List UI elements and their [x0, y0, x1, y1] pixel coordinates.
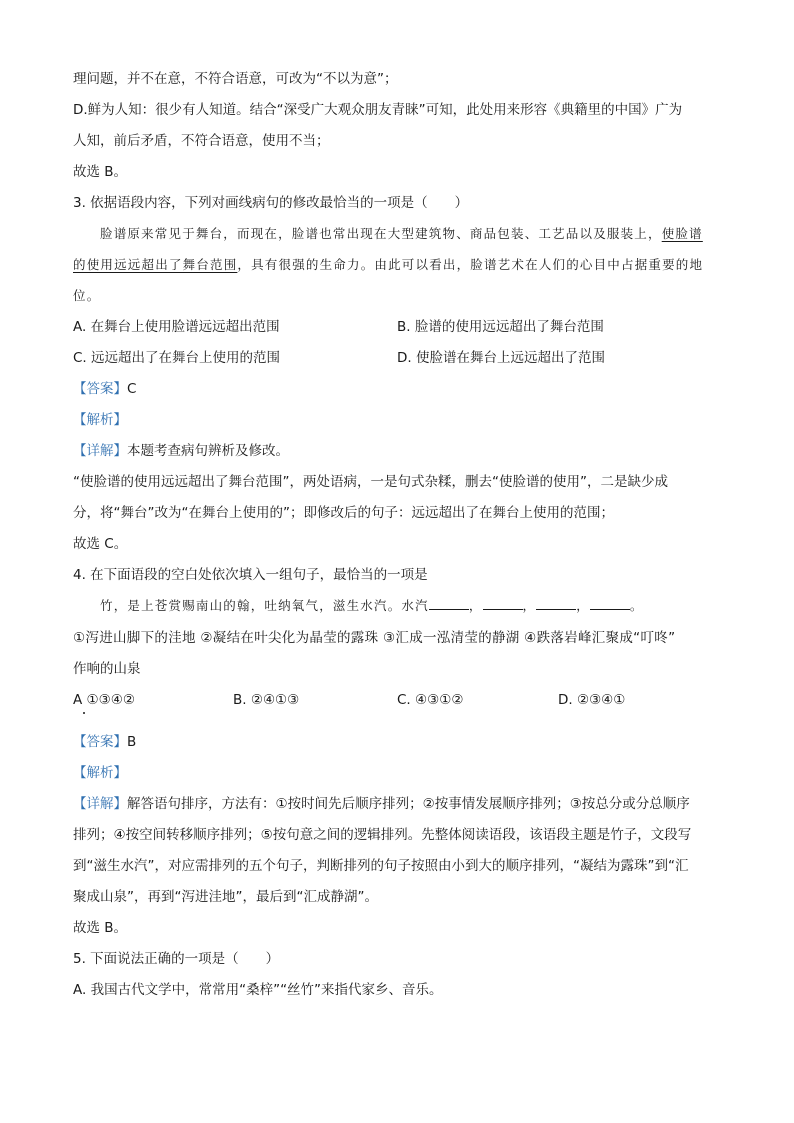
q4-stem: 4. 在下面语段的空白处依次填入一组句子，最恰当的一项是	[73, 567, 428, 583]
q5-option-a: A. 我国古代文学中，常常用“桑梓”“丝竹”来指代家乡、音乐。	[73, 982, 443, 998]
stray-dot	[83, 712, 85, 714]
q4-separator: ，	[468, 598, 483, 613]
prev-analysis-line: 理问题，并不在意，不符合语意，可改为“不以为意”；	[73, 71, 398, 87]
q4-answer-value: B	[127, 734, 137, 750]
q4-blank-2	[483, 597, 523, 610]
q4-option-c: C. ④③①②	[397, 692, 464, 708]
q3-passage-text-cont: ，具有很强的生命力。由此可以看出，脸谱艺术在人们的心目中占据重要的地	[237, 257, 704, 272]
q4-blank-4	[590, 597, 630, 610]
q4-separator: ，	[576, 598, 590, 613]
q4-detail-line2: 排列；④按空间转移顺序排列；⑤按句意之间的逻辑排列。先整体阅读语段，该语段主题是竹子，文段写	[73, 827, 692, 843]
answer-tag: 【答案】	[73, 734, 127, 750]
q3-detail-line1	[73, 442, 289, 460]
q3-underlined-sentence-cont: 的使用远远超出了舞台范围	[73, 257, 238, 272]
q5-stem: 5. 下面说法正确的一项是（ ）	[73, 951, 280, 967]
q4-detail-line4: 聚成山泉”，再到“泻进洼地”，最后到“汇成静湖”。	[73, 889, 378, 905]
q4-passage-text: 竹，是上苍赏赐南山的翰，吐纳氧气，滋生水汽。水汽	[100, 598, 429, 613]
detail-tag: 【详解】	[73, 443, 127, 459]
q4-detail-line3: 到“滋生水汽”，对应需排列的五个句子，判断排列的句子按照由小到大的顺序排列，“凝结为露珠”到“汇	[73, 858, 689, 874]
q4-conclusion: 故选 B。	[73, 920, 128, 936]
q3-detail-text: 本题考查病句辨析及修改。	[127, 443, 289, 459]
q4-period: 。	[629, 598, 644, 613]
q3-conclusion: 故选 C。	[73, 536, 128, 552]
q3-option-a: A. 在舞台上使用脸谱远远超出范围	[73, 319, 280, 335]
q3-underlined-sentence: 使脸谱	[661, 226, 703, 241]
q4-blank-1	[429, 597, 469, 610]
q3-analysis-tag: 【解析】	[73, 412, 127, 428]
q3-option-c: C. 远远超出了在舞台上使用的范围	[73, 350, 281, 366]
q3-passage-line2	[73, 256, 703, 274]
q4-analysis-tag: 【解析】	[73, 765, 127, 781]
q3-option-b: B. 脸谱的使用远远超出了舞台范围	[397, 319, 604, 335]
q3-detail-line2: “使脸谱的使用远远超出了舞台范围”，两处语病，一是句式杂糅，删去“使脸谱的使用”，二是缺少成	[73, 474, 668, 490]
q3-passage-text: 脸谱原来常见于舞台，而现在，脸谱也常出现在大型建筑物、商品包装、工艺品以及服装上，	[100, 226, 662, 241]
prev-option-d-analysis: D.鲜为人知：很少有人知道。结合“深受广大观众朋友青睐”可知，此处用来形容《典籍里的中国》广为	[73, 102, 683, 118]
q3-stem: 3. 依据语段内容，下列对画线病句的修改最恰当的一项是（ ）	[73, 195, 469, 211]
q3-passage-line3: 位。	[73, 288, 101, 303]
q4-passage	[100, 597, 644, 615]
q4-detail-line1	[73, 795, 690, 813]
q3-answer	[73, 380, 136, 398]
q3-option-d: D. 使脸谱在舞台上远远超出了范围	[397, 350, 605, 366]
q4-items-line1: ①泻进山脚下的洼地 ②凝结在叶尖化为晶莹的露珠 ③汇成一泓清莹的静湖 ④跌落岩峰汇聚成“叮咚”	[73, 630, 676, 646]
q4-separator: ，	[522, 598, 537, 613]
q4-detail-text: 解答语句排序，方法有：①按时间先后顺序排列；②按事情发展顺序排列；③按总分或分总顺序	[127, 796, 690, 812]
detail-tag: 【详解】	[73, 796, 127, 812]
q4-option-b: B. ②④①③	[233, 692, 300, 708]
prev-option-d-analysis-cont: 人知，前后矛盾，不符合语意，使用不当；	[73, 133, 330, 149]
prev-conclusion: 故选 B。	[73, 164, 128, 180]
q3-detail-line3: 分，将“舞台”改为“在舞台上使用的”；即修改后的句子：远远超出了在舞台上使用的范围；	[73, 505, 614, 521]
q4-items-line2: 作响的山泉	[73, 661, 141, 677]
q3-answer-value: C	[127, 381, 137, 397]
q4-answer	[73, 733, 136, 751]
q4-option-d: D. ②③④①	[558, 692, 626, 708]
q4-blank-3	[536, 597, 576, 610]
q4-option-a: A ①③④②	[73, 692, 135, 708]
q3-passage-line1	[100, 225, 703, 243]
answer-tag: 【答案】	[73, 381, 127, 397]
